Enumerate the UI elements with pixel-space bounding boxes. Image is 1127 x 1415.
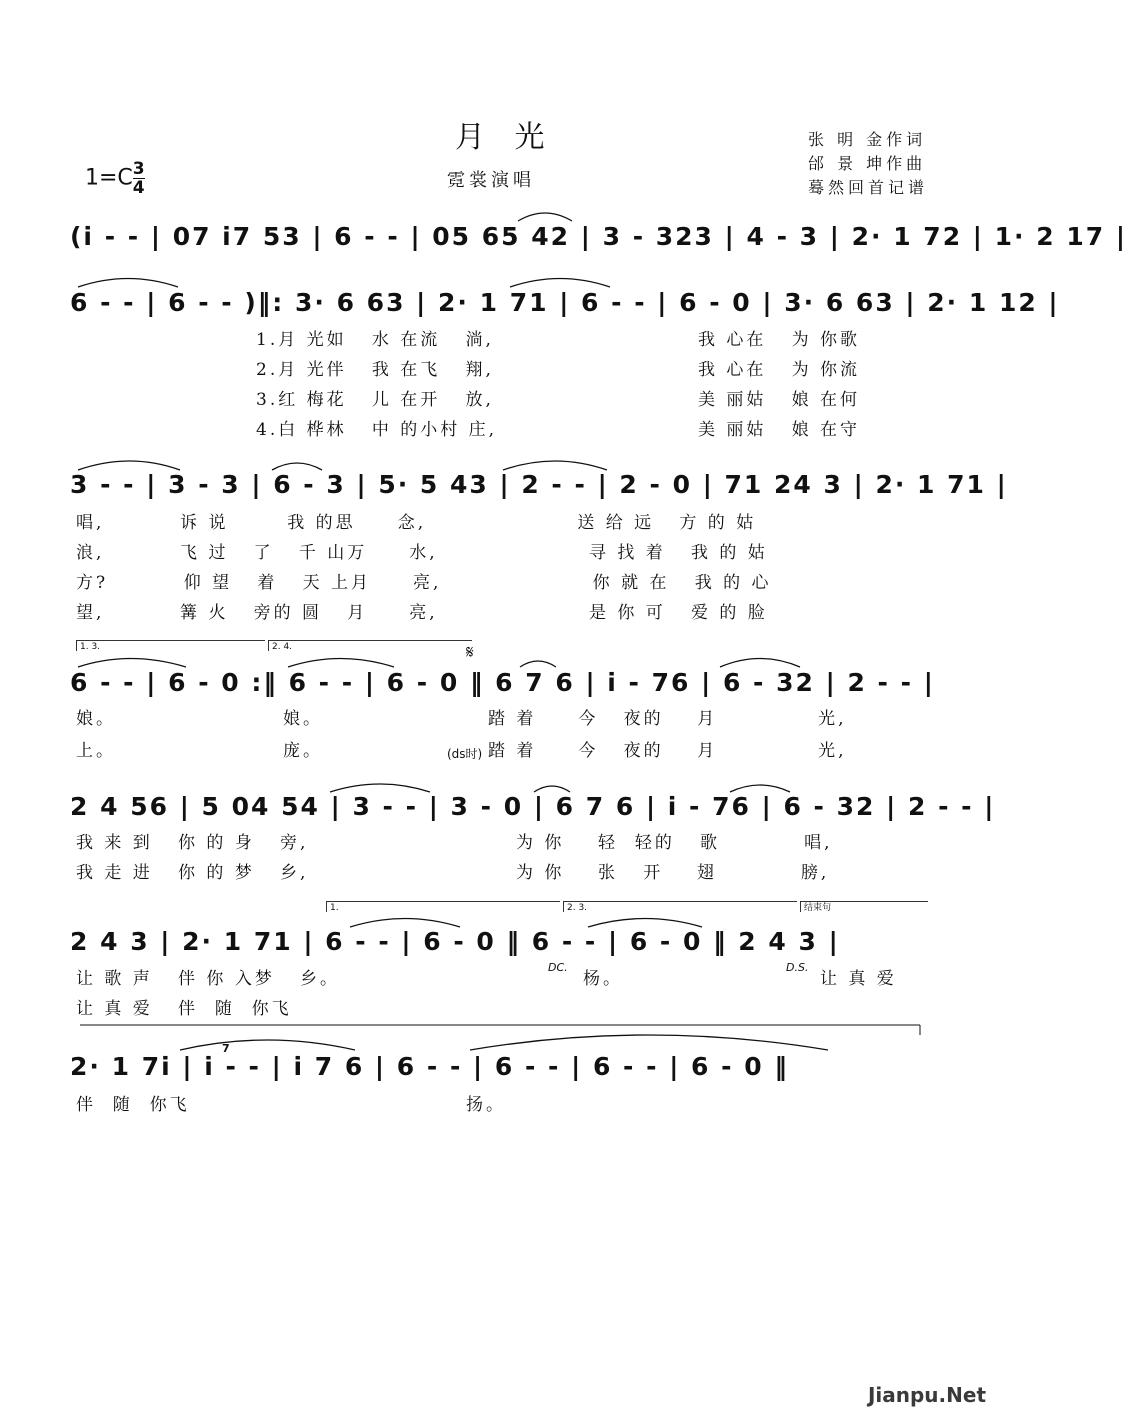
key-label: 1=C — [85, 165, 133, 191]
lyric-line-4-v1b: 娘。 — [283, 709, 323, 729]
song-title: 月 光 — [455, 120, 555, 155]
lyric-line-4-v2b: 庞。 — [283, 741, 323, 761]
slur — [78, 461, 180, 470]
lyric-line-6-v1c: 让 真 爱 — [820, 969, 897, 989]
watermark: Jianpu.Net — [867, 1383, 986, 1407]
lyric-line-6-v2: 让 真 爱 伴 随 你飞 — [76, 999, 292, 1019]
slur — [534, 786, 570, 792]
lyric-verse-4b: 美 丽姑 娘 在守 — [698, 420, 861, 440]
slur — [272, 463, 322, 470]
slur — [720, 659, 800, 668]
lyric-line-5-v1b: 为 你 轻 轻的 歌 唱, — [516, 833, 833, 853]
lyric-line-3-v2: 浪, 飞 过 了 千 山万 水, 寻 找 着 我 的 姑 — [76, 543, 768, 563]
singer-credit: 霓裳演唱 — [447, 170, 535, 191]
lyric-line-5-v2a: 我 走 进 你 的 梦 乡, — [76, 863, 309, 883]
slur — [510, 279, 610, 288]
lyric-line-4-v2a: 上。 — [76, 741, 116, 761]
volta-2-4: 2. 4. — [268, 640, 472, 651]
lyric-line-6-v1b: 杨。 — [583, 969, 623, 989]
lyricist-credit: 张 明 金作词 — [808, 130, 927, 149]
score-line-3: 3 - - | 3 - 3 | 6 - 3 | 5· 5 43 | 2 - - | 2 - 0 | 71 24 3 | 2· 1 71 | — [70, 469, 1008, 499]
segno-sign: 𝄋 — [466, 642, 474, 663]
slur — [470, 1035, 828, 1050]
lyric-verse-1b: 我 心在 为 你歌 — [698, 330, 861, 350]
slur — [350, 919, 460, 928]
lyric-line-3-v3: 方? 仰 望 着 天 上月 亮, 你 就 在 我 的 心 — [76, 573, 772, 593]
lyric-verse-2b: 我 心在 为 你流 — [698, 360, 861, 380]
slur — [588, 919, 702, 928]
score-line-5: 2 4 56 | 5 04 54 | 3 - - | 3 - 0 | 6 7 6 | i̇ - 76 | 6 - 32 | 2 - - | — [70, 791, 996, 821]
slur — [78, 659, 186, 668]
volta-2-3: 2. 3. — [563, 901, 797, 912]
score-line-4: 6 - - | 6 - 0 :‖ 6 - - | 6 - 0 ‖ 6 7 6 | i̇ - 76 | 6 - 32 | 2 - - | — [70, 667, 935, 697]
lyric-line-7-v1a: 伴 随 你飞 — [76, 1095, 190, 1115]
slur — [288, 659, 394, 668]
volta-ending: 结束句 — [800, 901, 928, 912]
slur — [520, 661, 556, 667]
slur — [730, 785, 790, 792]
lyric-line-3-v1: 唱, 诉 说 我 的思 念, 送 给 远 方 的 姑 — [76, 513, 757, 533]
lyric-verse-1a: 1.月 光如 水 在流 淌, — [256, 330, 494, 350]
time-signature: $\frac{3}{4}$ — [132, 159, 145, 198]
score-line-7: 2· 1 7i̇ | i̇ - - | i̇ 7 6 | 6 - - | 6 - - | 6 - - | 6 - 0 ‖ — [70, 1051, 789, 1081]
volta-1: 1. — [326, 901, 560, 912]
volta-1-3: 1. 3. — [76, 640, 265, 651]
ds-note: (ds时) — [447, 747, 483, 761]
dc-mark: DC. — [548, 961, 568, 974]
grace-note: 7 — [222, 1042, 230, 1055]
ds-mark: D.S. — [786, 961, 809, 974]
slur — [78, 279, 178, 288]
lyric-line-4-v1a: 娘。 — [76, 709, 116, 729]
transcriber-credit: 蓦然回首记谱 — [808, 178, 929, 197]
lyric-line-6-v1a: 让 歌 声 伴 你 入梦 乡。 — [76, 969, 341, 989]
lyric-line-4-v1c: 踏 着 今 夜的 月 光, — [488, 709, 847, 729]
slur — [518, 213, 572, 221]
lyric-verse-3a: 3.红 梅花 儿 在开 放, — [256, 390, 494, 410]
score-line-2: 6 - - | 6 - - )‖: 3· 6 63 | 2· 1 71 | 6 - - | 6 - 0 | 3· 6 63 | 2· 1 12 | — [70, 287, 1060, 317]
slur — [503, 461, 607, 470]
slur — [330, 784, 430, 792]
composer-credit: 邰 景 坤作曲 — [808, 154, 927, 173]
lyric-verse-2a: 2.月 光伴 我 在飞 翔, — [256, 360, 494, 380]
lyric-line-5-v1a: 我 来 到 你 的 身 旁, — [76, 833, 309, 853]
lyric-line-3-v4: 望, 篝 火 旁的 圆 月 亮, 是 你 可 爱 的 脸 — [76, 603, 768, 623]
lyric-line-5-v2b: 为 你 张 开 翅 膀, — [516, 863, 830, 883]
lyric-line-7-v1b: 扬。 — [466, 1095, 506, 1115]
lyric-line-4-v2c: 踏 着 今 夜的 月 光, — [488, 741, 847, 761]
score-line-1: (i̇ - - | 07 i̇7 53 | 6 - - | 05 65 42 | 3 - 323 | 4 - 3 | 2· 1 72 | 1· 2 17 | — [70, 221, 1127, 251]
slur — [180, 1040, 355, 1050]
lyric-verse-3b: 美 丽姑 娘 在何 — [698, 390, 861, 410]
score-line-6: 2 4 3 | 2· 1 71 | 6 - - | 6 - 0 ‖ 6 - - | 6 - 0 ‖ 2 4 3 | — [70, 926, 840, 956]
lyric-verse-4a: 4.白 桦林 中 的小村 庄, — [256, 420, 498, 440]
